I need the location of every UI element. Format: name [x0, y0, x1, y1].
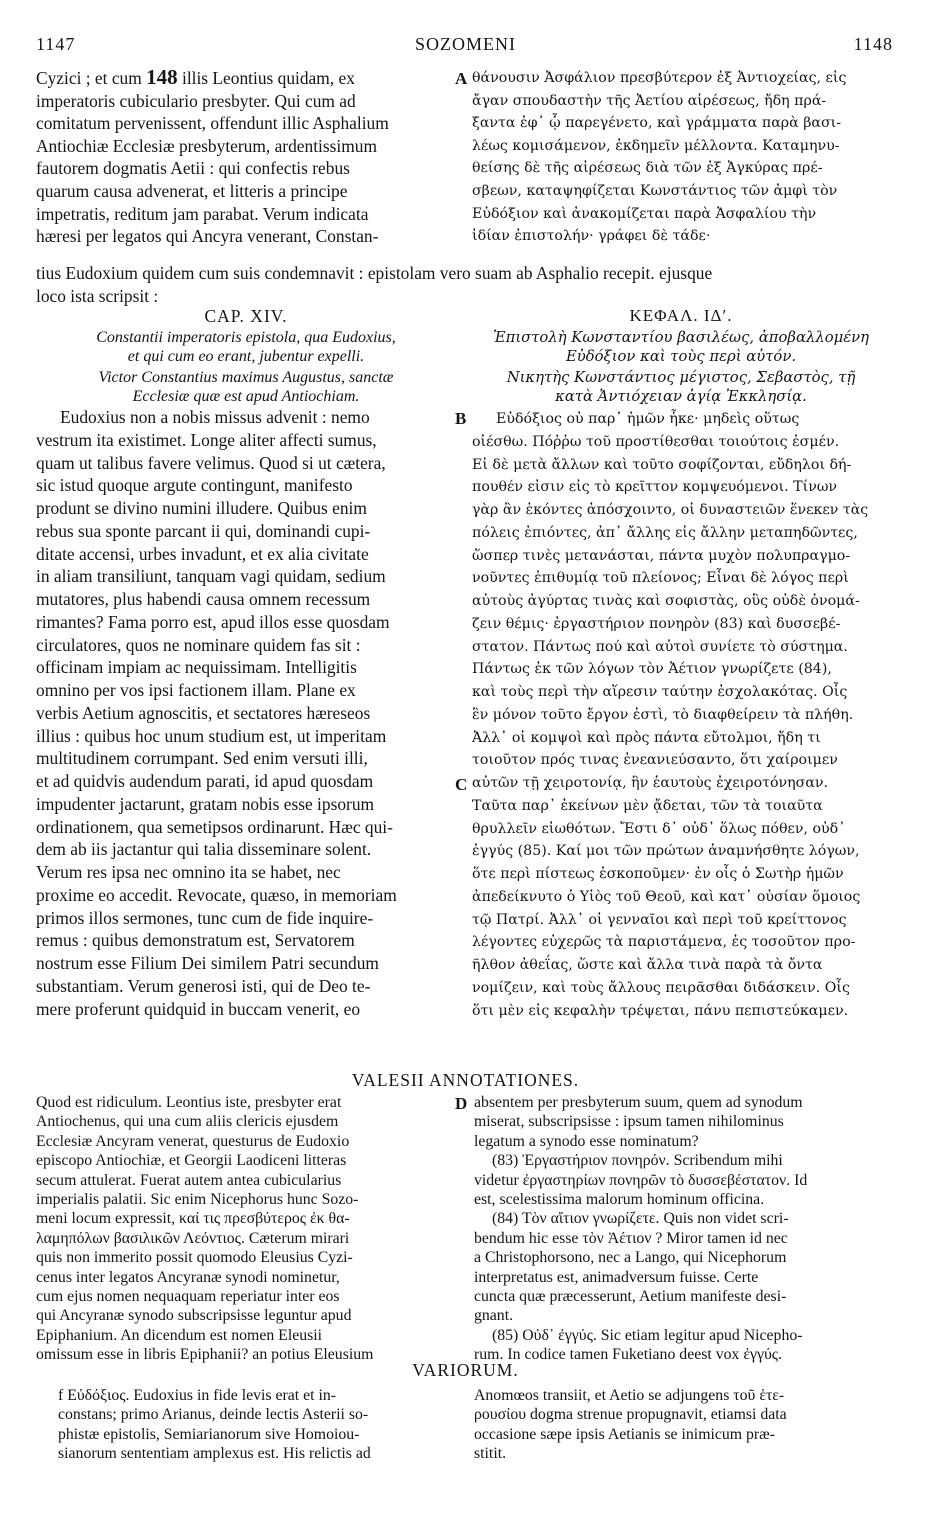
greek-top-line: σβεων, καταψηφίζεται Κωνστάντιος τῶν ἀμφὶ τὸν [472, 182, 838, 199]
latin-body-line: impudenter jactarunt, gratam nobis esse ipsorum [36, 793, 375, 814]
greek-body-line: ῆλθον ἀθεΐας, ὥστε καὶ ἄλλα τινὰ παρὰ τὰ ὄντα [472, 957, 823, 973]
greek-body-line: Εἰ δὲ μετὰ ἄλλων καὶ τοῦτο σοφίζονται, εὔδηλοι δή- [472, 456, 852, 473]
latin-body-line: sic istud quoque argute contingunt, manifesto [36, 475, 353, 496]
greek-body-line: αὐτοὺς ἀγύρτας τινὰς καὶ σοφιστὰς, οὓς οὐδὲ ὀνομά- [472, 593, 860, 609]
latin-body-line: ditate accensi, urbes invadunt, et ex alia civitate [36, 543, 369, 564]
latin-body-line: primos illos sermones, tunc cum de fide inquire- [36, 907, 374, 928]
greek-top-line: ἄγαν σπουδαστὴν τῆς Ἀετίου αἱρέσεως, ἤδη πρά- [472, 92, 827, 109]
greek-body-line: ἐγγύς (85). Καί μοι τῶν πρώτων ἀναμνήσθητε λόγων, [472, 843, 860, 860]
latin-body-line: dem ab iis jactantur qui talia disseminare solent. [36, 839, 372, 860]
full-width-line: tius Eudoxium quidem cum suis condemnavit : epistolam vero suam ab Asphalio recepit. ejusque [36, 263, 713, 283]
variorum-right-line: Anomœos transiit, et Aetio se adjungens τοῦ ἑτε- [474, 1387, 785, 1404]
margin-marker-b: B [455, 409, 467, 428]
latin-body-line: quam ut talibus favere velimus. Quod si ut cætera, [36, 452, 386, 473]
greek-salutation: Νικητὴς Κωνστάντιος μέγιστος, Σεβαστὸς, τῇ κατὰ Ἀντιόχειαν ἁγίᾳ Ἐκκλησίᾳ. [506, 368, 856, 405]
greek-body-line: τοιοῦτον πρός τινας ἐνεανιεύσαντο, ὅτι χαίροιμεν [472, 752, 838, 769]
greek-body-line: αὐτῶν τῇ χειροτονίᾳ, ἣν ἑαυτοὺς ἐχειροτόνησαν. [472, 775, 829, 791]
page-number-left: 1147 [36, 34, 76, 54]
valesii-title: VALESII ANNOTATIONES. [351, 1070, 580, 1090]
latin-body-line: et ad quidvis audendum parati, id apud quosdam [36, 771, 374, 791]
greek-body-line: Ταῦτα παρ᾽ ἐκείνων μὲν ᾄδεται, τῶν τὰ τοιαῦτα [472, 797, 823, 814]
greek-body-line: γὰρ ἂν ἑκόντες ἀπόσχοιντο, οἱ δυναστειῶν ἕνεκεν τὰς [472, 502, 869, 518]
greek-body-line: λέγοντες εὐχερῶς τὰ παριστάμενα, ἐς τοσοῦτον προ- [472, 934, 856, 951]
valesii-left-line: meni locum expressit, καί τις πρεσβύτερος ἐκ θα- [36, 1210, 350, 1228]
latin-top-line: Cyzici ; et cum 148 illis Leontius quidam, ex [36, 66, 355, 89]
latin-body-line: vestrum ita existimet. Longe aliter affecti sumus, [36, 429, 377, 450]
valesii-left-line: Quod est ridiculum. Leontius iste, presbyter erat [36, 1094, 342, 1111]
greek-body-line: στατον. Πάντως πού καὶ αὐτοὶ συνίετε τὸ σύστημα. [472, 638, 848, 655]
valesii-left-line: cenus inter legatos Ancyranæ synodi nominetur, [36, 1268, 340, 1286]
valesii-left-line: secum attulerat. Fuerat autem antea cubicularius [36, 1171, 342, 1189]
valesii-right-line: miserat, subscripsisse : ipsum tamen nihilominus [474, 1113, 784, 1131]
greek-top-column [472, 67, 890, 248]
margin-marker-c: C [455, 775, 468, 794]
latin-body-line: produnt se divino numini illudere. Quibus enim [36, 498, 367, 518]
greek-top-line: ξαντα ἐφ᾽ ᾧ παρεγένετο, καὶ γράμματα παρὰ βασι- [472, 115, 842, 132]
valesii-right-line: a Christophorsono, nec a Lango, qui Nicephorum [474, 1249, 787, 1267]
latin-body-column [36, 406, 456, 1020]
latin-chapter-block [36, 305, 456, 406]
valesii-right-line: (84) Τὸν αἴτιον γνωρίζετε. Quis non videt scri- [492, 1210, 789, 1228]
latin-body-line: substantiam. Verum generosi isti, qui de Deo te- [36, 975, 371, 996]
variorum-right-line: ρουσίου dogma strenue propugnavit, etiamsi data [474, 1406, 787, 1424]
latin-body-line: rebus sua sponte parcant ii qui, dominandi cupi- [36, 520, 371, 541]
latin-body-line: mutatores, plus habendi causa omnem recessum [36, 589, 371, 609]
latin-top-line: hæresi per legatos qui Ancyra venerant, Constan- [36, 226, 379, 247]
valesii-right-line: absentem per presbyterum suum, quem ad synodum [474, 1094, 803, 1111]
greek-top-line: ἰδίαν ἐπιστολήν· γράφει δὲ τάδε· [472, 228, 711, 245]
greek-body-line: οἰέσθω. Πόῤῥω τοῦ προστίθεσθαι τοιούτοις ἐσμέν. [472, 433, 840, 450]
valesii-left-line: λαμηπόλων βασιλικῶν Λεόντιος. Cæterum mirari [36, 1229, 350, 1247]
greek-body-line: Πάντως ἐκ τῶν λόγων τὸν Ἀέτιον γνωρίζετε (84), [472, 661, 832, 678]
full-width-text [36, 262, 891, 307]
greek-body-line: πουθέν εἰσιν εἰς τὸ κρεῖττον κομψευόμενοι. Τίνων [472, 479, 838, 496]
greek-body-line: Ἀλλ᾽ οἱ κομψοὶ καὶ πρὸς πάντα εὔτολμοι, ἤδη τι [472, 729, 821, 746]
latin-top-line: imperatoris cubiculario presbyter. Qui cum ad [36, 90, 356, 111]
inline-section-number: 148 [146, 66, 178, 89]
valesii-right-line: legatum a synodo esse nominatum? [474, 1132, 699, 1150]
greek-body-line: Εὐδόξιος οὐ παρ᾽ ἡμῶν ἧκε· μηδεὶς οὕτως [496, 411, 800, 427]
valesii-left-line: Antiochenus, qui una cum aliis clericis ejusdem [36, 1113, 339, 1131]
margin-marker-d: D [455, 1094, 468, 1113]
valesii-left-line: omissum esse in libris Epiphanii? an potius Eleusium [36, 1346, 374, 1364]
variorum-left-line: constans; primo Arianus, deinde lectis Asterii so- [58, 1406, 369, 1424]
greek-chapter-heading: ΚΕΦΑΛ. ΙΔʹ. [629, 306, 733, 325]
latin-body-line: remus : quibus demonstratum est, Servatorem [36, 930, 355, 951]
valesii-right-line: est, scelestissima malorum hominum officina. [474, 1191, 765, 1209]
latin-body-line: mere proferunt quidquid in buccam venerit, eo [36, 998, 361, 1019]
greek-top-line: Εὐδόξιον καὶ ἀνακομίζεται παρὰ Ἀσφαλίου τὴν [472, 205, 817, 222]
variorum-right-line: stitit. [474, 1445, 507, 1463]
latin-body-line: omnino per vos ipsi factionem illam. Plane ex [36, 680, 356, 700]
valesii-right-line: rum. In codice tamen Fuketiano deest vox ἐγγύς. [474, 1346, 782, 1364]
greek-body-line: ὅτι μὲν εἰς κεφαλὴν τρέψεται, πάνυ πεπιστεύκαμεν. [472, 1002, 849, 1019]
latin-chapter-heading: CAP. XIV. [204, 306, 288, 326]
latin-top-line: Antiochiæ Ecclesiæ presbyterum, ardentissimum [36, 135, 377, 156]
greek-chapter-block [472, 305, 890, 406]
valesii-right-line: bendum hic esse τὸν Ἀέτιον ? Miror tamen id nec [474, 1229, 788, 1247]
margin-marker-a: A [455, 69, 468, 88]
latin-body-line: ordinationem, qua semetipsos ordinarunt. Hæc qui- [36, 816, 393, 837]
latin-body-line: Eudoxius non a nobis missus advenit : nemo [60, 407, 370, 427]
variorum-left-column [58, 1386, 454, 1464]
greek-top-line: θάνουσιν Ἀσφάλιον πρεσβύτερον ἐξ Ἀντιοχείας, εἰς [472, 70, 847, 86]
latin-body-line: circulatores, quos ne nominare quidem fas sit : [36, 634, 361, 655]
latin-top-line: quarum causa advenerat, et litteris a principe [36, 180, 348, 201]
latin-body-line: in aliam transiliunt, tanquam vagi quidam, sedium [36, 566, 386, 587]
valesii-left-line: Ecclesiæ Ancyram venerat, questurus de Eudoxio [36, 1132, 350, 1150]
valesii-right-line: cuncta quæ præcesserunt, Aetium manifeste desi- [474, 1288, 787, 1306]
valesii-right-line: videtur ἐργαστηρίων πονηρῶν τὸ δυσσεβέστατον. Id [474, 1171, 808, 1189]
valesii-left-line: quis non immerito possit quomodo Eleusius Cyzi- [36, 1249, 353, 1267]
latin-top-line: impetratis, reditum jam parabat. Verum indicata [36, 203, 369, 224]
greek-body-column [472, 408, 890, 1022]
valesii-left-line: cum ejus nomen nequaquam reperiatur inter eos [36, 1288, 340, 1306]
latin-top-column [36, 66, 456, 248]
variorum-left-line: f Εὐδόξιος. Eudoxius in fide levis erat et in- [58, 1387, 337, 1404]
latin-body-line: illius : quibus hoc unum studium est, ut imperitam [36, 725, 387, 746]
full-width-line: loco ista scripsit : [36, 285, 159, 306]
latin-body-line: verbis Aetium agnoscitis, et sectatores hæreseos [36, 702, 371, 723]
variorum-title: VARIORUM. [412, 1360, 519, 1380]
greek-body-line: τῷ Πατρί. Ἀλλ᾽ οἱ γενναῖοι καὶ περὶ τοῦ κρείττονος [472, 911, 847, 928]
variorum-left-line: sianorum sententiam amplexus est. His relictis ad [58, 1445, 371, 1463]
greek-body-line: νομίζειν, καὶ τοὺς ἄλλους πειρᾶσθαι διδάσκειν. Οἷς [472, 979, 850, 996]
greek-body-line: ἓν μόνον τοῦτο ἔργον ἐστὶ, τὸ διαφθείρειν τὰ πλήθη. [472, 706, 854, 723]
valesii-right-line: (83) Ἐργαστήριον πονηρόν. Scribendum mihi [492, 1152, 783, 1170]
latin-top-line: comitatum pervenissent, offendunt illic Asphalium [36, 113, 389, 134]
greek-body-line: ζειν θέμις· ἐργαστήριον πονηρὸν (83) καὶ δυσσεβέ- [472, 615, 841, 632]
greek-body-line: ὥσπερ τινὲς μετανάσται, πάντα μυχὸν πολυπραγμο- [472, 547, 851, 564]
greek-body-line: ἀπεδείκνυτο ὁ Υἱὸς τοῦ Θεοῦ, καὶ κατ᾽ οὐσίαν ὅμοιος [472, 888, 861, 905]
greek-body-line: πόλεις ἐπιόντες, ἀπ᾽ ἄλλης εἰς ἄλλην μεταπηδῶντες, [472, 524, 858, 541]
valesii-right-line: (85) Οὐδ᾽ ἐγγύς. Sic etiam legitur apud Nicepho- [492, 1326, 803, 1344]
latin-body-line: proxime eo accedit. Revocate, quæso, in memoriam [36, 884, 397, 905]
latin-salutation: Victor Constantius maximus Augustus, sanctæ Ecclesiæ quæ est apud Antiochiam. [98, 368, 394, 405]
valesii-left-line: qui Ancyranæ synodo subscripsisse leguntur apud [36, 1307, 352, 1325]
latin-body-line: multitudinem corrumpant. Sed enim versuti illi, [36, 748, 368, 769]
variorum-right-column [474, 1386, 892, 1464]
greek-top-line: λέως κομισάμενον, ἐκδημεῖν μέλλοντα. Καταμηνυ- [472, 137, 840, 154]
valesii-right-line: gnant. [474, 1307, 514, 1325]
valesii-left-line: Epiphanium. An dicendum est nomen Eleusii [36, 1326, 323, 1344]
greek-body-line: θρυλλεῖν εἰωθότων. Ἔστι δ᾽ οὐδ᾽ ὅλως πόθεν, οὐδ᾽ [472, 820, 846, 837]
latin-body-line: nostrum esse Filium Dei similem Patri secundum [36, 953, 379, 973]
valesii-left-column [36, 1093, 454, 1365]
running-title: SOZOMENI [415, 34, 516, 54]
valesii-right-line: interpretatus est, animadversum fuisse. Certe [474, 1268, 759, 1286]
variorum-right-line: occasione sæpe ipsis Aetianis se inimicum præ- [474, 1425, 775, 1443]
valesii-right-column [474, 1093, 892, 1365]
page-number-right: 1148 [853, 34, 893, 54]
valesii-left-line: imperialis palatii. Sic enim Nicephorus hunc Sozo- [36, 1191, 359, 1209]
latin-body-line: Verum res ipsa nec omnino ita se habet, nec [36, 862, 341, 882]
latin-body-line: rimantes? Fama porro est, apud illos esse quosdam [36, 611, 390, 632]
variorum-left-line: phistæ epistolis, Semiarianorum sive Homoiou- [58, 1425, 360, 1443]
latin-body-line: officinam impiam ac nequissimam. Intelligitis [36, 657, 357, 678]
valesii-left-line: episcopo Antiochiæ, et Georgii Laodiceni litteras [36, 1152, 347, 1170]
greek-top-line: θείσης δὲ τῆς αἱρέσεως διὰ τῶν ἐξ Ἀγκύρας πρέ- [472, 160, 823, 177]
greek-body-line: νοῦντες ἐπιθυμίᾳ τοῦ πλείονος; Εἶναι δὲ λόγος περὶ [472, 570, 849, 587]
greek-body-line: ὅτε περὶ πίστεως ἐσκοποῦμεν· ἐν οἷς ὁ Σωτὴρ ἡμῶν [472, 866, 844, 882]
latin-top-line: fautorem dogmatis Aetii : qui confectis rebus [36, 158, 350, 179]
latin-chapter-summary: Constantii imperatoris epistola, qua Eudoxius, et qui cum eo erant, jubentur expelli. [96, 328, 396, 365]
greek-chapter-summary: Ἐπιστολὴ Κωνσταντίου βασιλέως, ἀποβαλλομένη Εὐδόξιον καὶ τοὺς περὶ αὐτόν. [492, 328, 870, 365]
greek-body-line: καὶ τοὺς περὶ τὴν αἵρεσιν ταύτην ἐσχολακότας. Οἷς [472, 684, 848, 700]
